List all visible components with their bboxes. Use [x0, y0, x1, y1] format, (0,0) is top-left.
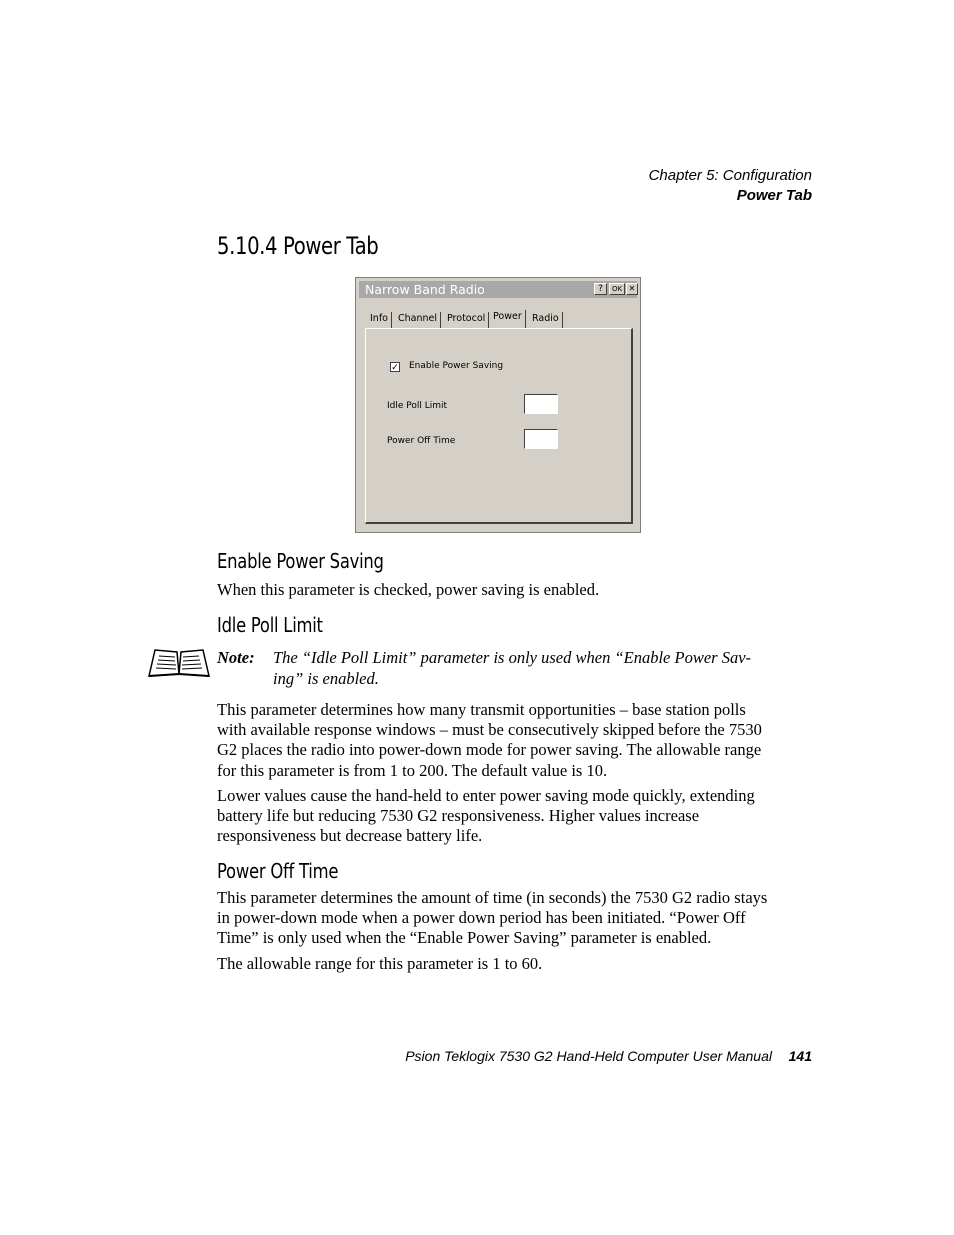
- help-button[interactable]: ?: [594, 283, 607, 295]
- note-text: The “Idle Poll Limit” parameter is only used when “Enable Power Sav-ing” is enabled.: [273, 648, 752, 688]
- power-off-time-para-1: This parameter determines the amount of time (in seconds) the 7530 G2 radio stays in power-down mode when a power down period has been initiated. “Power Off Time” is only used when the “Enable Power Saving” parameter is enabled.: [217, 888, 768, 948]
- tab-info[interactable]: Info: [367, 312, 392, 328]
- enable-power-saving-checkbox[interactable]: ✓: [391, 362, 399, 372]
- power-off-time-label: Power Off Time: [387, 436, 456, 446]
- power-off-time-para-2: The allowable range for this parameter is 1 to 60.: [217, 954, 543, 973]
- tab-channel[interactable]: Channel: [395, 312, 441, 328]
- book-icon: [147, 646, 211, 683]
- enable-power-saving-heading: Enable Power Saving: [217, 549, 384, 573]
- running-header-chapter: Chapter 5: Configuration: [648, 167, 812, 184]
- enable-power-saving-label: Enable Power Saving: [409, 361, 504, 371]
- idle-poll-limit-para-2: Lower values cause the hand-held to enter power saving mode quickly, extending battery life but reducing 7530 G2 responsiveness. Higher values increase responsiveness but decrease battery life.: [217, 786, 755, 846]
- tab-power[interactable]: Power: [490, 310, 526, 328]
- footer-title: Psion Teklogix 7530 G2 Hand-Held Computer User Manual: [405, 1048, 772, 1064]
- section-heading: 5.10.4 Power Tab: [217, 232, 379, 260]
- tab-radio[interactable]: Radio: [529, 312, 563, 328]
- enable-power-saving-text: When this parameter is checked, power saving is enabled.: [217, 580, 600, 599]
- note-label: Note:: [217, 648, 255, 667]
- running-header-section: Power Tab: [736, 187, 812, 204]
- idle-poll-limit-para-1: This parameter determines how many transmit opportunities – base station polls with available response windows – must be consecutively skipped before the 7530 G2 places the radio into power-down mode for power saving. The allowable range for this parameter is from 1 to 200. The default value is 10.: [217, 700, 762, 780]
- dialog-title: Narrow Band Radio: [365, 282, 485, 297]
- power-off-time-input[interactable]: [524, 429, 558, 449]
- power-off-time-heading: Power Off Time: [217, 859, 339, 883]
- tab-panel: [365, 328, 633, 524]
- ok-button[interactable]: OK: [609, 283, 625, 295]
- idle-poll-limit-input[interactable]: [524, 394, 558, 414]
- close-button[interactable]: ✕: [626, 283, 638, 295]
- idle-poll-limit-label: Idle Poll Limit: [387, 401, 448, 411]
- dialog-title-bar: [359, 281, 637, 298]
- tab-protocol[interactable]: Protocol: [444, 312, 489, 328]
- page-number: 141: [788, 1048, 812, 1064]
- dialog-screenshot: [355, 277, 641, 533]
- idle-poll-limit-heading: Idle Poll Limit: [217, 613, 323, 637]
